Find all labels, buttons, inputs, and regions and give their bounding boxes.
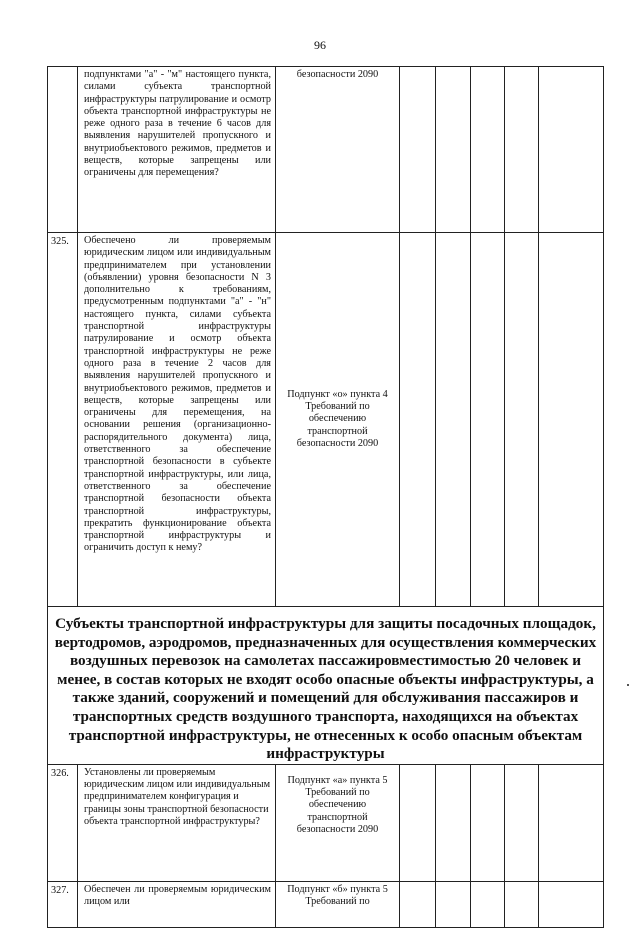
answer-cell-extra bbox=[505, 881, 539, 927]
answer-cell-na bbox=[471, 233, 505, 607]
section-heading-row bbox=[48, 607, 604, 765]
checklist-table bbox=[47, 66, 604, 928]
scan-artifact bbox=[627, 684, 629, 686]
question-text: Обеспечен ли проверяемым юридическим лицом или bbox=[78, 881, 276, 927]
answer-cell-yes bbox=[400, 233, 436, 607]
answer-cell-yes bbox=[400, 881, 436, 927]
comment-cell bbox=[539, 764, 604, 881]
answer-cell-no bbox=[436, 67, 471, 233]
table-row bbox=[48, 67, 604, 233]
comment-cell bbox=[539, 67, 604, 233]
comment-cell bbox=[539, 881, 604, 927]
answer-cell-na bbox=[471, 764, 505, 881]
table-row bbox=[48, 233, 604, 607]
row-number: 326. bbox=[48, 764, 78, 881]
question-text: подпунктами "а" - "м" настоящего пункта, силами субъекта транспортной инфраструктуры патрулирование и осмотр объекта транспортной инфраструктуры не реже одного раза в течение 6 часов для выявления нарушителей пропускного и внутриобъектового режимов, предметов и веществ, которые запрещены или ограничены для перемещения? bbox=[78, 67, 276, 233]
answer-cell-yes bbox=[400, 764, 436, 881]
comment-cell bbox=[539, 233, 604, 607]
row-number: 325. bbox=[48, 233, 78, 607]
row-number bbox=[48, 67, 78, 233]
row-number: 327. bbox=[48, 881, 78, 927]
answer-cell-yes bbox=[400, 67, 436, 233]
table-row bbox=[48, 881, 604, 927]
answer-cell-na bbox=[471, 67, 505, 233]
answer-cell-extra bbox=[505, 67, 539, 233]
answer-cell-no bbox=[436, 764, 471, 881]
answer-cell-na bbox=[471, 881, 505, 927]
answer-cell-no bbox=[436, 233, 471, 607]
answer-cell-no bbox=[436, 881, 471, 927]
requirement-reference: безопасности 2090 bbox=[276, 67, 400, 233]
answer-cell-extra bbox=[505, 764, 539, 881]
requirement-reference: Подпункт «о» пункта 4 Требований по обеспечению транспортной безопасности 2090 bbox=[276, 233, 400, 607]
answer-cell-extra bbox=[505, 233, 539, 607]
table-row bbox=[48, 764, 604, 881]
requirement-reference: Подпункт «а» пункта 5 Требований по обеспечению транспортной безопасности 2090 bbox=[276, 764, 400, 881]
requirement-reference: Подпункт «б» пункта 5 Требований по bbox=[276, 881, 400, 927]
question-text: Установлены ли проверяемым юридическим лицом или индивидуальным предпринимателем конфигурация и границы зоны транспортной безопасности объекта транспортной инфраструктуры? bbox=[78, 764, 276, 881]
page-number: 96 bbox=[314, 38, 326, 52]
question-text: Обеспечено ли проверяемым юридическим лицом или индивидуальным предпринимателем при установлении (объявлении) уровня безопасности N 3 дополнительно к требованиям, предусмотренным подпунктами "а" - "н" настоящего пункта, силами субъекта транспортной инфраструктуры патрулирование и осмотр объекта транспортной инфраструктуры не реже одного раза в течение 2 часов для выявления нарушителей пропускного и внутриобъектового режимов, предметов и веществ, которые запрещены или ограничены для перемещения, на основании решения (организационно-распорядительного документа) лица, ответственного за обеспечение транспортной безопасности в субъекте транспортной инфраструктуры, или лица, ответственного за обеспечение транспортной безопасности объекта транспортной инфраструктуры, прекратить функционирование объекта транспортной инфраструктуры и ограничить доступ к нему? bbox=[78, 233, 276, 607]
section-heading: Субъекты транспортной инфраструктуры для защиты посадочных площадок, вертодромов, аэродромов, предназначенных для осуществления коммерческих воздушных перевозок на самолетах пассажировместимостью 20 человек и менее, в состав которых не входят особо опасные объекты инфраструктуры, а также зданий, сооружений и помещений для обслуживания пассажиров и транспортных средств воздушного транспорта, находящихся на объектах транспортной инфраструктуры, не отнесенных к особо опасным объектам инфраструктуры bbox=[48, 607, 604, 765]
